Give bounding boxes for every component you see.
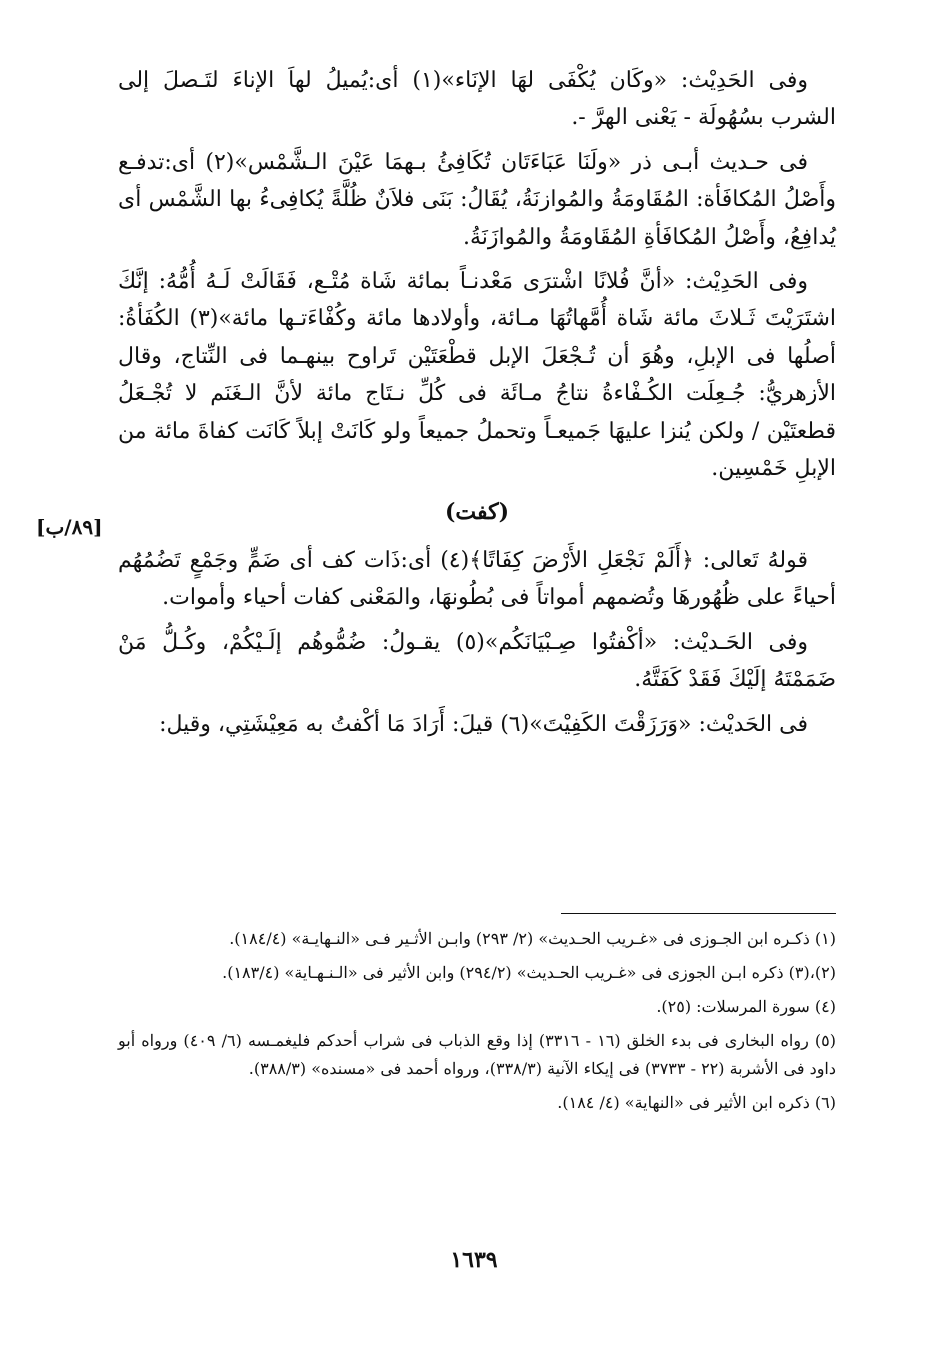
paragraph-2: فى حـديث أبـى ذر «ولَنَا عَبَاءَتَان تُكَافِئُ بـهمَا عَيْنَ الـشَّمْس»(٢) أى:تدفـع وأَصْلُ المُكافَأة: المُقَاومَةُ والمُوازنَةُ، يُقَالُ: بَنَى فلاَنٌ ظُلَّةً يُكافِىءُ بها الشَّمْس أى يُدافِعُ، وأَصْلُ المُكافَأةِ المُقَاومَةُ والمُوازَنَةُ. <box>118 149 836 250</box>
paragraph-6: فى الحَديْث: «وَرَزَقْتَ الكَفِيْتَ»(٦) قيلَ: أَرَادَ مَا أكْفتُ به مَعِيْشَتِي، وقيل: <box>159 711 808 737</box>
paragraph-1: وفى الحَدِيْث: «وكَان يُكْفَى لهَا الإنَاء»(١) أى:يُميلُ لهاَ الإناءَ لتَـصلَ إلى الشرب بسُهُولَة - يَعْنى الهرَّ -. <box>118 68 836 131</box>
main-text <box>118 62 836 750</box>
footnote-1: (١) ذكـره ابن الجـوزى فى «غـريب الحـديث» (٢/ ٢٩٣) وابـن الأثـير فـى «النـهايـة» (١٨٤/٤). <box>229 929 836 948</box>
paragraph-5: وفى الحَـديْث: «أكْفتُوا صِـبْيَانَكُم»(٥) يقـولُ: ضُمُّوهُم إلَـيْكُمْ، وكُـلُّ مَنْ ضَمَمْتَهُ إلَيْكَ فَقَدْ كَفَتَّهُ. <box>118 629 836 693</box>
footnote-3: (٤) سورة المرسلات: (٢٥). <box>656 997 836 1016</box>
manuscript-folio-marker: [٨٩/ب] <box>36 515 103 539</box>
footnotes <box>118 925 836 1123</box>
footnote-divider <box>561 913 836 914</box>
footnote-2: (٢)،(٣) ذكره ابـن الجوزى فى «غـريب الحـديث» (٢٩٤/٢) وابن الأثير فى «الـنـهـاية» (١٨٣/٤). <box>222 963 836 982</box>
page-number: ١٦٣٩ <box>450 1247 498 1273</box>
footnote-5: (٦) ذكره ابن الأثير فى «النهاية» (٤/ ١٨٤). <box>557 1093 836 1112</box>
paragraph-3: وفى الحَدِيْث: «أنَّ فُلانًا اشْترَى مَعْدنـاً بمائة شَاة مُتْـع، فَقَالَتْ لَـهُ أُمُّهُ: إنَّكَ اشتَرَيْتَ ثَـلاثَ مائة شَاة أُمَّهاتُهَا مـائة، وأولادها مائة وكُفْاءَتـها مائة»(٣) الكُفَأةُ: أصلُها فى الإبلِ، وهُوَ أن تُـجْعَلَ الإبل قطْعَتَيْن تَراوح بينهـما فى النِّتاج، وقال الأزهريُّ: جُـعِلَت الكُـفْاءةُ نتاجُ مـائَة فى كُلِّ نـتَاج مائة لأنَّ الـغَنَم لا تُجْـعَلُ قطعتَيْن / ولكن يُنزا عليهَا جَميعـاً وتحملُ جميعاً ولو كَانَتْ إبلاً كَانَت كفاةَ مائة من الإبلِ خَمْسِين. <box>118 269 837 482</box>
section-heading: (كفت) <box>444 499 510 526</box>
paragraph-4: قولهُ تَعالى: ﴿أَلَمْ نَجْعَلِ الأَرْضَ كِفَاتًا﴾(٤) أى:ذَات كف أى ضَمٍّ وجَمْعٍ تَضُمُهُم أحياءً على ظُهُورهَا وتُضمهم أمواتاً فى بُطُونهَا، والمَعْنى كفات أحياء وأموات. <box>118 547 836 611</box>
footnote-4: (٥) رواه البخارى فى بدء الخلق (١٦ - ٣٣١٦) إذا وقع الذباب فى شراب أحدكم فليغمـسه (٦/ ٤٠٩) ورواه أبو داود فى الأشربة (٢٢ - ٣٧٣٣) فى إيكاء الآنية (٣٣٨/٣)، ورواه أحمد فى «مسنده» (٣٨٨/٣). <box>118 1031 837 1078</box>
